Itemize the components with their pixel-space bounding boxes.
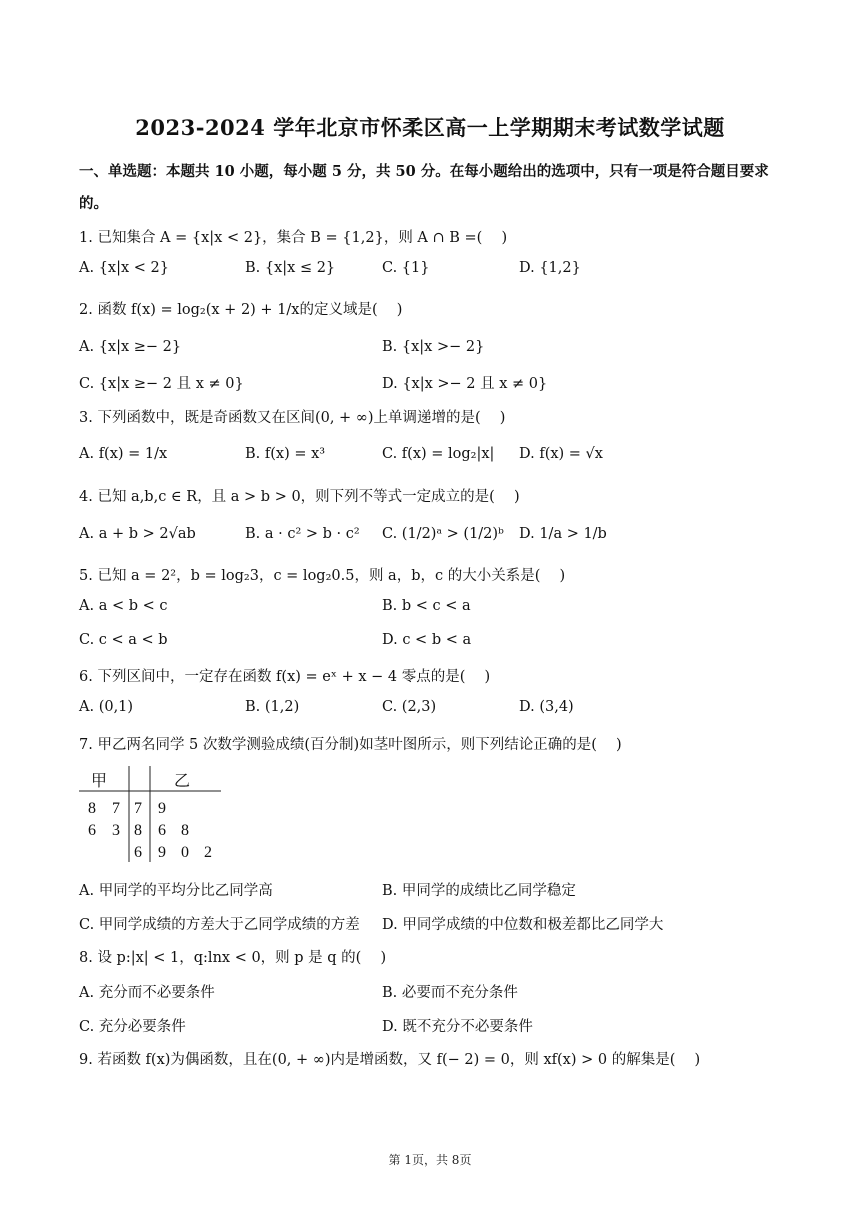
question-7-stem: 7. 甲乙两名同学 5 次数学测验成绩(百分制)如茎叶图所示，则下列结论正确的是( ) — [79, 737, 622, 753]
question-8-option-d: D. 既不充分不必要条件 — [382, 1019, 533, 1035]
stem-leaf-right-leaf: 2 — [204, 844, 212, 861]
stem-leaf-right-leaf: 9 — [158, 844, 166, 861]
stem-leaf-header-jia: 甲 — [91, 773, 108, 790]
question-1-stem: 1. 已知集合 A = {x|x < 2}，集合 B = {1,2}，则 A ∩ B =( ) — [79, 230, 508, 246]
question-8-option-a: A. 充分而不必要条件 — [79, 985, 215, 1001]
question-7-option-d: D. 甲同学成绩的中位数和极差都比乙同学大 — [382, 917, 664, 933]
page-footer: 第 1页，共 8页 — [388, 1153, 472, 1167]
question-5-option-a: A. a < b < c — [79, 598, 168, 614]
question-1-option-d: D. {1,2} — [519, 260, 581, 276]
question-4-stem: 4. 已知 a,b,c ∈ R，且 a > b > 0，则下列不等式一定成立的是( ) — [79, 489, 520, 505]
question-7-option-b: B. 甲同学的成绩比乙同学稳定 — [382, 883, 576, 899]
question-4-option-a: A. a + b > 2√ab — [79, 526, 196, 542]
question-2-option-d: D. {x|x >− 2 且 x ≠ 0} — [382, 376, 548, 392]
question-1-option-a: A. {x|x < 2} — [79, 260, 169, 276]
question-7-option-c: C. 甲同学成绩的方差大于乙同学成绩的方差 — [79, 917, 360, 933]
stem-leaf-left-leaf: 6 — [88, 822, 96, 839]
stem-leaf-right-leaf: 6 — [158, 822, 166, 839]
question-5-option-b: B. b < c < a — [382, 598, 471, 614]
question-6-option-d: D. (3,4) — [519, 699, 574, 715]
question-7-option-a: A. 甲同学的平均分比乙同学高 — [79, 883, 273, 899]
question-3-stem: 3. 下列函数中，既是奇函数又在区间(0, + ∞)上单调递增的是( ) — [79, 410, 506, 426]
question-3-option-c: C. f(x) = log₂|x| — [382, 446, 495, 462]
question-3-option-d: D. f(x) = √x — [519, 446, 603, 462]
question-3-option-b: B. f(x) = x³ — [245, 446, 326, 462]
question-4-option-c: C. (1/2)ᵃ > (1/2)ᵇ — [382, 526, 504, 542]
question-6-option-b: B. (1,2) — [245, 699, 300, 715]
stem-leaf-right-leaf: 0 — [181, 844, 189, 861]
question-6-option-c: C. (2,3) — [382, 699, 437, 715]
question-2-option-a: A. {x|x ≥− 2} — [79, 339, 182, 355]
question-6-option-a: A. (0,1) — [79, 699, 134, 715]
question-8-option-b: B. 必要而不充分条件 — [382, 985, 518, 1001]
question-1-option-b: B. {x|x ≤ 2} — [245, 260, 336, 276]
question-5-stem: 5. 已知 a = 2²，b = log₂3，c = log₂0.5，则 a，b，c 的大小关系是( ) — [79, 568, 566, 584]
stem-leaf-left-leaf: 3 — [112, 822, 120, 839]
question-8-option-c: C. 充分必要条件 — [79, 1019, 186, 1035]
stem-leaf-left-leaf: 7 — [112, 800, 120, 817]
question-5-option-d: D. c < b < a — [382, 632, 472, 648]
stem-leaf-left-leaf: 8 — [88, 800, 96, 817]
stem-leaf-right-leaf: 8 — [181, 822, 189, 839]
stem-leaf-stem: 6 — [134, 844, 142, 861]
question-3-option-a: A. f(x) = 1/x — [79, 446, 168, 462]
question-4-option-b: B. a · c² > b · c² — [245, 526, 360, 542]
question-5-option-c: C. c < a < b — [79, 632, 168, 648]
question-1-option-c: C. {1} — [382, 260, 430, 276]
stem-leaf-stem: 8 — [134, 822, 142, 839]
stem-leaf-stem: 7 — [134, 800, 142, 817]
question-2-option-b: B. {x|x >− 2} — [382, 339, 485, 355]
stem-leaf-plot — [79, 766, 229, 862]
question-8-stem: 8. 设 p:|x| < 1，q:lnx < 0，则 p 是 q 的( ) — [79, 950, 387, 966]
question-2-stem: 2. 函数 f(x) = log₂(x + 2) + 1/x的定义域是( ) — [79, 302, 403, 318]
question-4-option-d: D. 1/a > 1/b — [519, 526, 607, 542]
stem-leaf-right-leaf: 9 — [158, 800, 166, 817]
question-2-option-c: C. {x|x ≥− 2 且 x ≠ 0} — [79, 376, 244, 392]
section-heading-line1: 一、单选题：本题共 10 小题，每小题 5 分，共 50 分。在每小题给出的选项中，只有一项是符合题目要求 — [79, 163, 769, 180]
page-title: 2023-2024 学年北京市怀柔区高一上学期期末考试数学试题 — [135, 115, 725, 140]
question-9-stem: 9. 若函数 f(x)为偶函数，且在(0, + ∞)内是增函数，又 f(− 2) = 0，则 xf(x) > 0 的解集是( ) — [79, 1052, 701, 1068]
question-6-stem: 6. 下列区间中，一定存在函数 f(x) = eˣ + x − 4 零点的是( ) — [79, 669, 491, 685]
section-heading-line2: 的。 — [79, 195, 108, 212]
stem-leaf-header-yi: 乙 — [174, 773, 191, 790]
